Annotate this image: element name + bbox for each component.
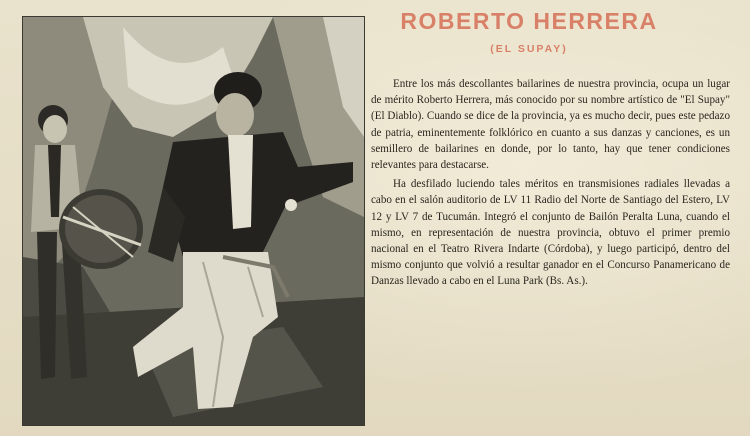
article-paragraph-1: Entre los más descollantes bailarines de nuestra provincia, ocupa un lugar de mérito Roberto Herrera, más conocido por su nombre artístico de "El Supay" (El Diablo). Cuando se dice de la provincia, ya es mucho decir, pues este pedazo de patria, eminentemente folklórico en cuanto a sus danzas y canciones, es un semillero de bailarines en donde, por lo tanto, hay que tener condiciones relevantes para destacarse. [371, 78, 730, 172]
article-subtitle: (EL SUPAY) [490, 43, 568, 55]
dancer-photo-illustration [23, 17, 364, 425]
article-paragraph-2: Ha desfilado luciendo tales méritos en transmisiones radiales llevadas a cabo en el salón auditorio de LV 11 Radio del Norte de Santiago del Estero, LV 12 y LV 7 de Tucumán. Integró el conjunto de Bailón Peralta Luna, cuando el mismo, en representación de nuestra provincia, obtuvo el primer premio nacional en el Teatro Rivera Indarte (Córdoba), y luego participó, dentro del mismo conjunto que volvió a resultar ganador en el Concurso Panamericano de Danzas llevado a cabo en el Luna Park (Bs. As.). [371, 178, 730, 288]
article-title: ROBERTO HERRERA [400, 8, 658, 34]
article-body [371, 76, 730, 293]
dancer-photo [22, 16, 365, 426]
